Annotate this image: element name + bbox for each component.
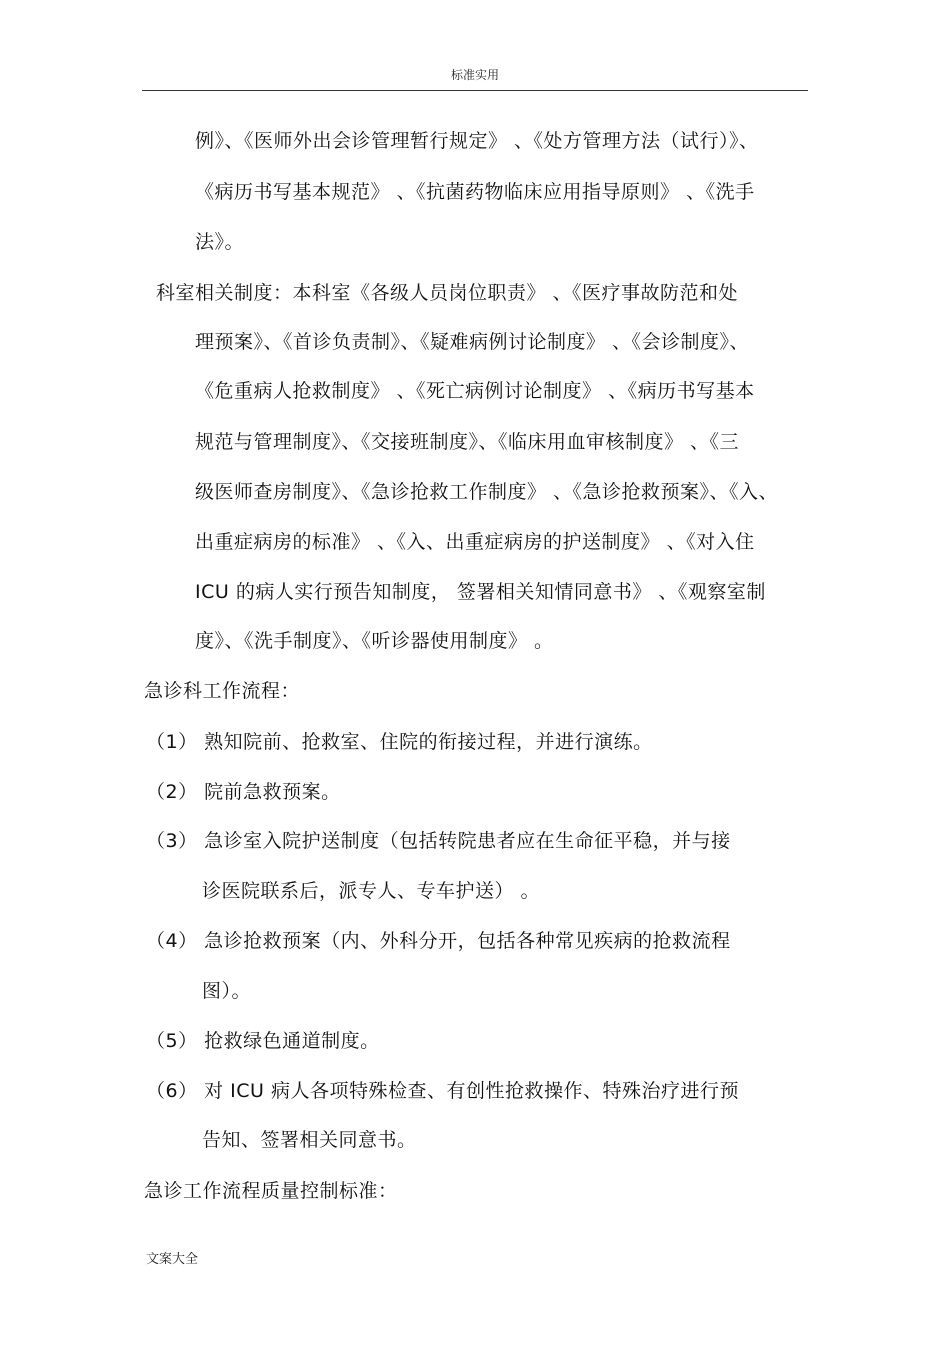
- header-title: 标准实用: [450, 68, 499, 82]
- section-heading: 急诊科工作流程：: [144, 680, 301, 702]
- list-item: （6） 对 ICU 病人各项特殊检查、有创性抢救操作、特殊治疗进行预: [146, 1080, 739, 1102]
- list-item: （1） 熟知院前、抢救室、住院的衔接过程，并进行演练。: [146, 731, 653, 753]
- section-heading: 急诊工作流程质量控制标准：: [144, 1180, 398, 1202]
- body-line: 《危重病人抢救制度》 、《死亡病例讨论制度》 、《病历书写基本: [195, 380, 755, 402]
- body-line: 例》、《医师外出会诊管理暂行规定》 、《处方管理方法（试行）》、: [195, 130, 759, 152]
- body-line: 出重症病房的标准》 、《入、出重症病房的护送制度》 、《对入住: [195, 531, 755, 553]
- body-line: 科室相关制度：本科室《各级人员岗位职责》 、《医疗事故防范和处: [156, 282, 739, 304]
- list-item-continuation: 图）。: [202, 980, 252, 1002]
- header-divider: [142, 90, 808, 91]
- body-line: ICU 的病人实行预告知制度， 签署相关知情同意书》 、《观察室制: [195, 581, 766, 603]
- page-footer: 文案大全: [146, 1252, 199, 1267]
- body-line: 理预案》、《首诊负责制》、《疑难病例讨论制度》 、《会诊制度》、: [195, 331, 750, 353]
- list-item: （3） 急诊室入院护送制度（包括转院患者应在生命征平稳，并与接: [146, 830, 731, 852]
- body-line: 度》、《洗手制度》、《听诊器使用制度》 。: [195, 630, 554, 652]
- body-line: 法》。: [195, 231, 245, 253]
- list-item: （5） 抢救绿色通道制度。: [146, 1030, 380, 1052]
- list-item: （2） 院前急救预案。: [146, 781, 341, 803]
- body-line: 《病历书写基本规范》 、《抗菌药物临床应用指导原则》 、《洗手: [195, 181, 755, 203]
- body-line: 级医师查房制度》、《急诊抢救工作制度》 、《急诊抢救预案》、《入、: [195, 481, 779, 503]
- list-item-continuation: 诊医院联系后，派专人、专车护送） 。: [202, 880, 541, 902]
- list-item: （4） 急诊抢救预案（内、外科分开，包括各种常见疾病的抢救流程: [146, 930, 731, 952]
- list-item-continuation: 告知、签署相关同意书。: [202, 1129, 417, 1151]
- body-line: 规范与管理制度》、《交接班制度》、《临床用血审核制度》 、《三: [195, 431, 740, 453]
